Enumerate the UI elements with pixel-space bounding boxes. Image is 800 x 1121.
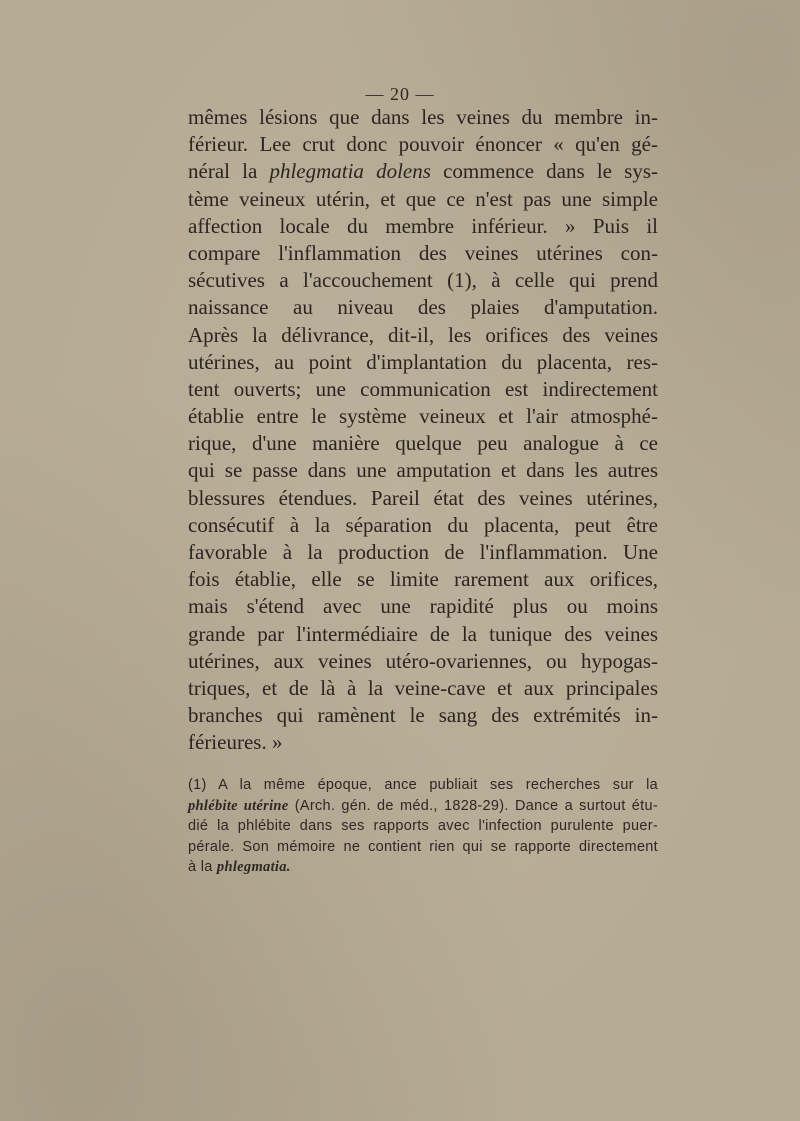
text-line-20: grande par l'intermédiaire de la tunique des veines (188, 621, 658, 646)
text-line-3 (188, 158, 658, 185)
text-line-6: compare l'inflammation des veines utérines con- (188, 240, 658, 265)
text-line-8: naissance au niveau des plaies d'amputation. (188, 295, 658, 320)
text-line-9: Après la délivrance, dit-il, les orifices des veines (188, 322, 658, 347)
text-line-7: sécutives a l'accouchement (1), à celle qui prend (188, 268, 658, 293)
footnote-line-2-rest: (Arch. gén. de méd., 1828-29). Dance a surtout étu- (288, 797, 658, 814)
text-line-15: blessures étendues. Pareil état des veines utérines, (188, 485, 658, 510)
footnote-line-2 (188, 796, 658, 817)
text-line-12: établie entre le système veineux et l'air atmosphé- (188, 404, 658, 429)
italic-term-phlebite-uterine: phlébite utérine (188, 797, 289, 814)
text-line-16: consécutif à la séparation du placenta, peut être (188, 512, 658, 537)
page-number: — 20 — (365, 84, 435, 104)
text-line-10: utérines, au point d'implantation du placenta, res- (188, 349, 658, 374)
text-line-23: branches qui ramènent le sang des extrémités in- (188, 703, 658, 728)
text-line-1: mêmes lésions que dans les veines du membre in- (188, 105, 658, 129)
text-line-19: mais s'étend avec une rapidité plus ou moins (188, 594, 658, 619)
footnote-line-1: (1) A la même époque, ance publiait ses recherches sur la (188, 777, 658, 793)
text-line-17: favorable à la production de l'inflammation. Une (188, 540, 658, 564)
italic-term-phlegmatia-dolens: phlegmatia dolens (269, 159, 431, 184)
text-line-22: triques, et de là à la veine-cave et aux principales (188, 675, 658, 700)
main-text (188, 104, 658, 757)
text-line-2: férieur. Lee crut donc pouvoir énoncer « qu'en gé- (188, 132, 658, 157)
footnote-line-4: pérale. Son mémoire ne contient rien qui se rapporte directement (188, 838, 658, 855)
text-line-24: férieures. » (188, 730, 283, 755)
text-line-3-start: néral la (188, 159, 270, 184)
text-line-11: tent ouverts; une communication est indirectement (188, 376, 658, 401)
text-line-5: affection locale du membre inférieur. » Puis il (188, 213, 658, 238)
footnote (188, 775, 658, 878)
italic-term-phlegmatia: phlegmatia. (216, 859, 291, 875)
footnote-line-5 (188, 857, 658, 878)
text-line-13: rique, d'une manière quelque peu analogue à ce (188, 431, 658, 456)
footnote-line-5-prefix: à la (188, 859, 217, 875)
text-line-18: fois établie, elle se limite rarement aux orifices, (188, 567, 658, 592)
text-line-3-end: commence dans le sys- (430, 159, 658, 184)
text-line-14: qui se passe dans une amputation et dans les autres (188, 458, 658, 483)
text-line-4: tème veineux utérin, et que ce n'est pas une simple (188, 186, 658, 211)
text-line-21: utérines, aux veines utéro-ovariennes, ou hypogas- (188, 648, 658, 673)
footnote-line-3: dié la phlébite dans ses rapports avec l'infection purulente puer- (188, 818, 658, 834)
